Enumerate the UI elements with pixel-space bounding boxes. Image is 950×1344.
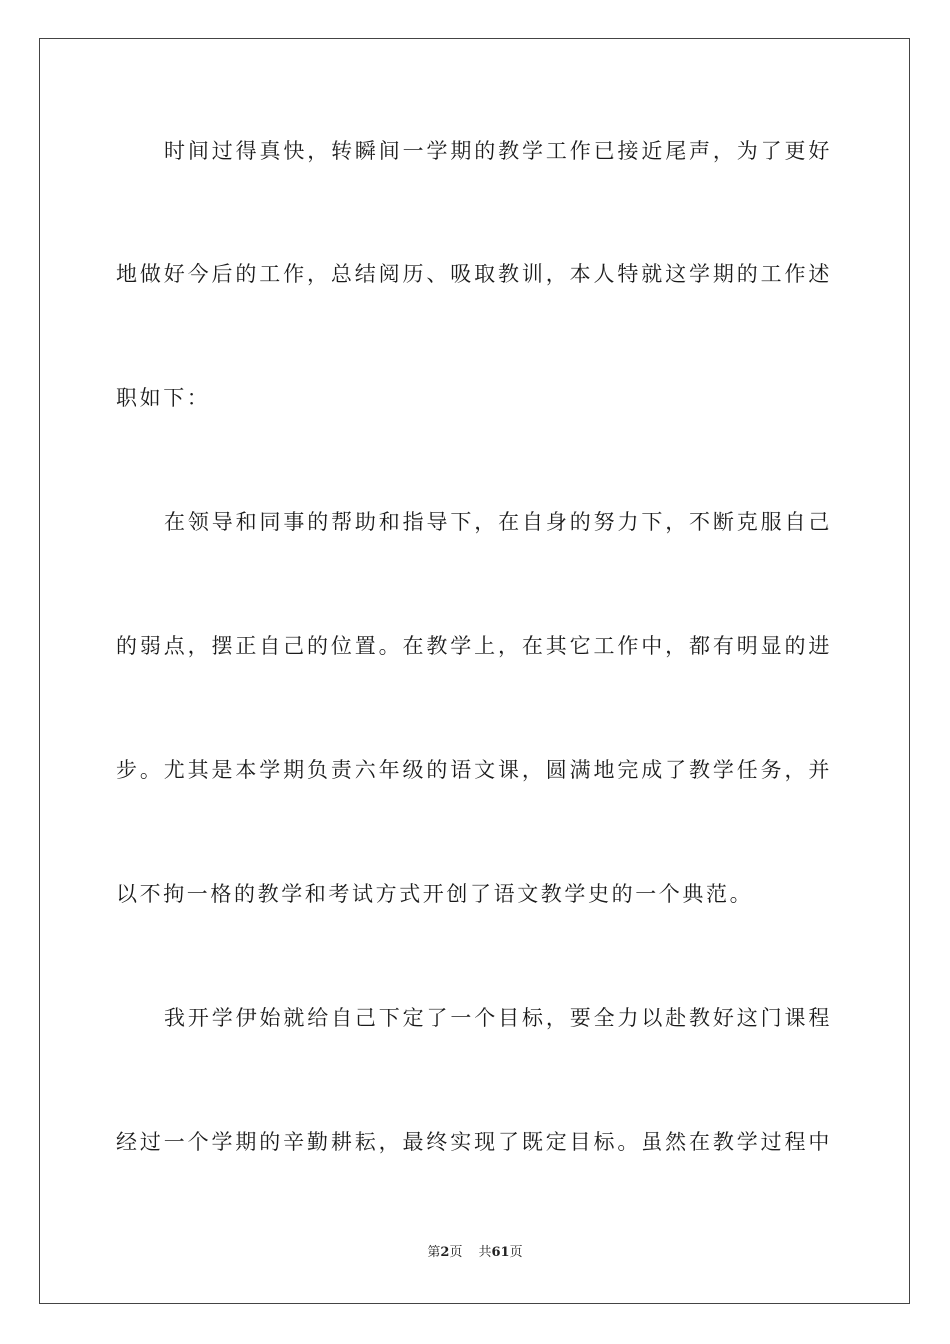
page-prefix: 第 [427,1245,441,1260]
total-pages: 61 [491,1245,510,1260]
paragraph-2-line-2: 的弱点，摆正自己的位置。在教学上，在其它工作中，都有明显的进 [116,634,832,658]
total-suffix: 页 [509,1245,523,1260]
paragraph-1-line-2: 地做好今后的工作，总结阅历、吸取教训，本人特就这学期的工作述 [116,262,832,286]
paragraph-2-line-4: 以不拘一格的教学和考试方式开创了语文教学史的一个典范。 [116,882,754,906]
page-suffix: 页 [449,1245,463,1260]
paragraph-2-line-1: 在领导和同事的帮助和指导下，在自身的努力下，不断克服自己 [164,510,832,534]
paragraph-3-line-1: 我开学伊始就给自己下定了一个目标，要全力以赴教好这门课程 [164,1006,832,1030]
paragraph-2-line-3: 步。尤其是本学期负责六年级的语文课，圆满地完成了教学任务，并 [116,758,832,782]
total-prefix: 共 [478,1245,492,1260]
page-frame [39,38,910,1304]
page-number: 2 [440,1245,450,1260]
paragraph-1-line-3: 职如下： [116,386,211,410]
paragraph-3-line-2: 经过一个学期的辛勤耕耘，最终实现了既定目标。虽然在教学过程中 [116,1130,832,1154]
paragraph-1-line-1: 时间过得真快，转瞬间一学期的教学工作已接近尾声，为了更好 [164,139,832,163]
page-footer [0,1244,950,1262]
